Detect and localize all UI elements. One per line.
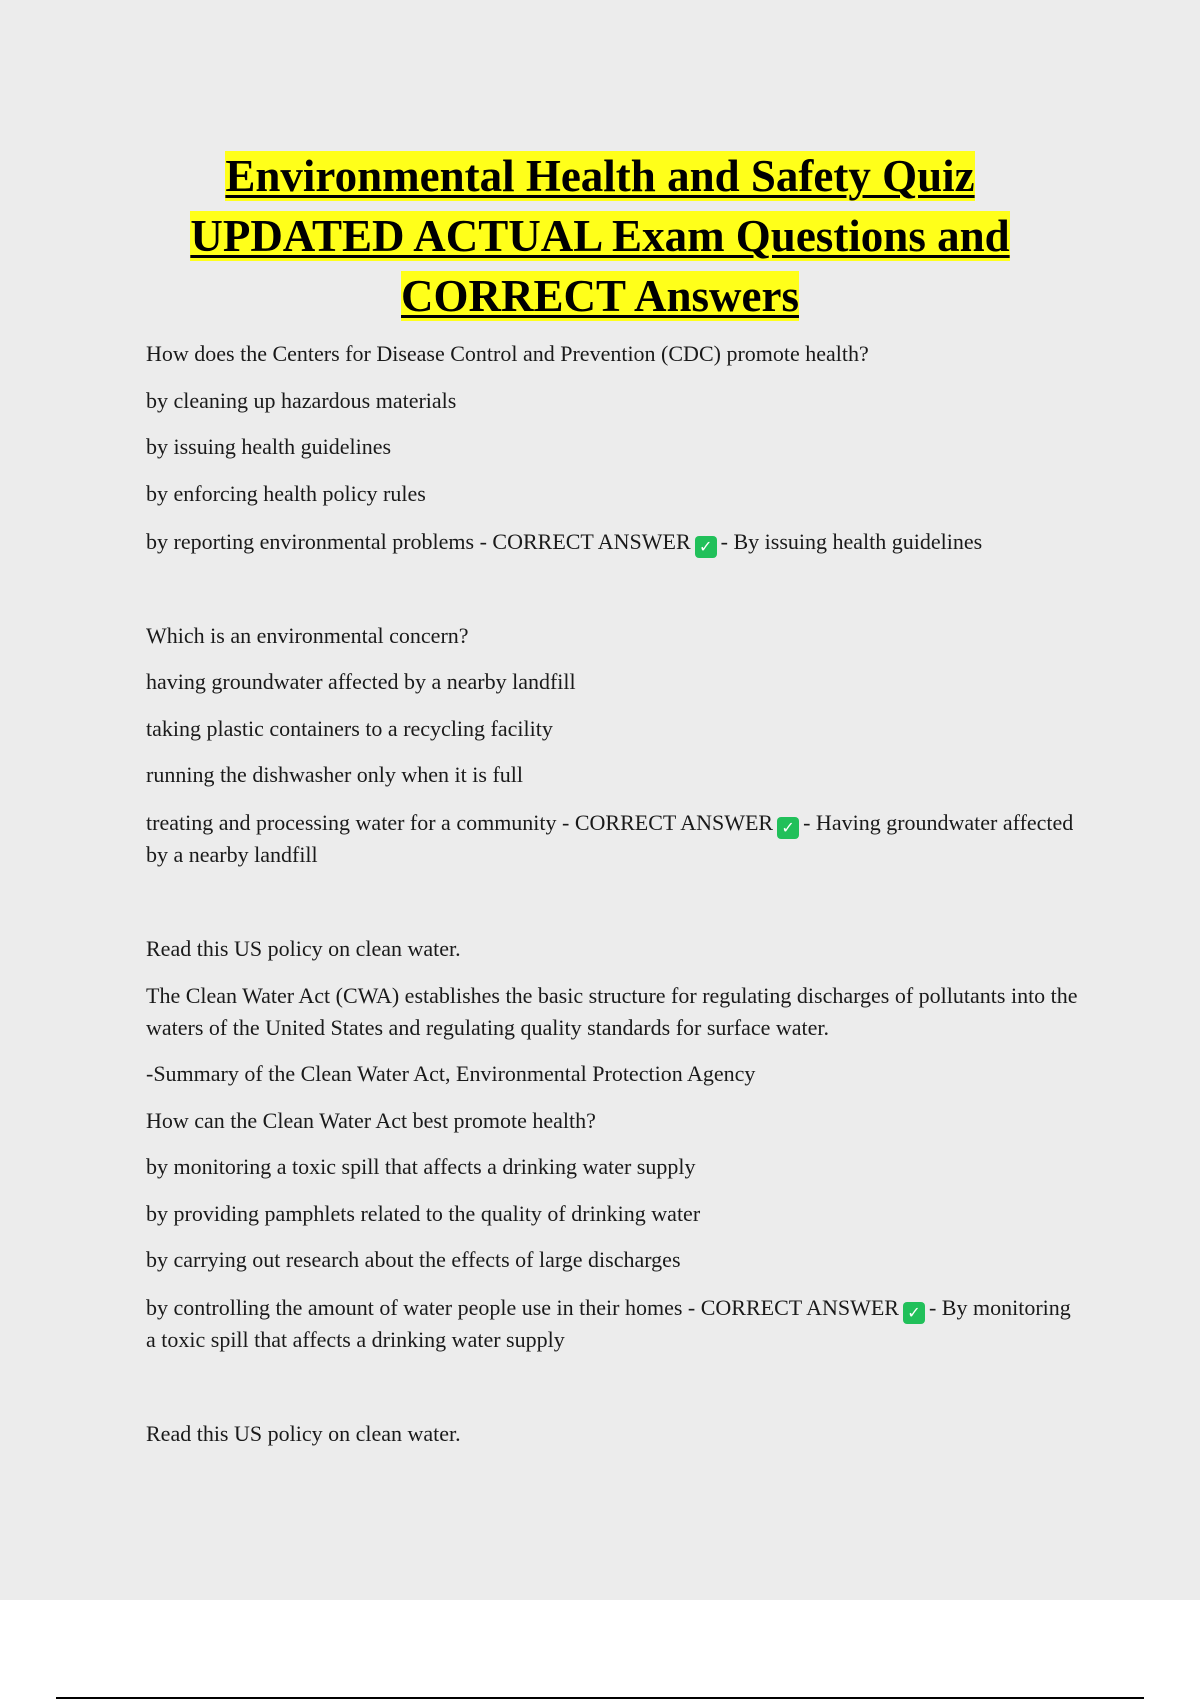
question-3-passage: The Clean Water Act (CWA) establishes the basic structure for regulating discharges of pollutants into the waters of the United States and regulating quality standards for surface water.: [146, 982, 1078, 1040]
question-2-answer: - Having groundwater affected by a nearby landfill: [146, 810, 1074, 867]
question-1-option-c: by enforcing health policy rules: [146, 480, 426, 506]
question-2-option-c: running the dishwasher only when it is full: [146, 762, 524, 787]
question-2-answer-line: [146, 807, 1086, 871]
check-icon: ✓: [903, 1302, 925, 1324]
question-3-option-c: by carrying out research about the effects of large discharges: [146, 1247, 681, 1272]
question-2-text: Which is an environmental concern?: [146, 622, 469, 648]
question-2-option-a: having groundwater affected by a nearby landfill: [146, 669, 576, 694]
question-3-source: -Summary of the Clean Water Act, Environmental Protection Agency: [146, 1061, 756, 1086]
question-3-answer: - By monitoring a toxic spill that affects a drinking water supply: [146, 1295, 1071, 1352]
question-1-option-a: by cleaning up hazardous materials: [146, 387, 457, 413]
question-4-intro: Read this US policy on clean water.: [146, 1421, 461, 1446]
question-3-option-d: by controlling the amount of water people use in their homes - CORRECT ANSWER: [146, 1295, 899, 1320]
question-1-text: How does the Centers for Disease Control and Prevention (CDC) promote health?: [146, 341, 869, 366]
title-line-1: Environmental Health and Safety Quiz: [225, 151, 975, 201]
question-3-intro: Read this US policy on clean water.: [146, 936, 461, 961]
question-1-answer: - By issuing health guidelines: [720, 528, 983, 554]
check-icon: ✓: [777, 817, 799, 839]
question-3-option-a: by monitoring a toxic spill that affects a drinking water supply: [146, 1154, 696, 1179]
question-3-answer-line: [146, 1292, 1086, 1356]
question-1-option-b: by issuing health guidelines: [146, 434, 392, 459]
document-title: [100, 146, 1100, 326]
question-2-option-b: taking plastic containers to a recycling facility: [146, 715, 553, 741]
question-3-option-b: by providing pamphlets related to the quality of drinking water: [146, 1200, 701, 1226]
question-3-text: How can the Clean Water Act best promote health?: [146, 1107, 596, 1133]
document-body: [146, 338, 1086, 1450]
question-1-option-d: by reporting environmental problems - CORRECT ANSWER: [146, 528, 691, 554]
title-line-2: UPDATED ACTUAL Exam Questions and: [190, 211, 1010, 261]
footer-rule: [56, 1697, 1144, 1699]
check-icon: ✓: [695, 536, 717, 558]
question-1-answer-line: [146, 526, 1086, 558]
title-line-3: CORRECT Answers: [401, 271, 799, 321]
question-2-option-d: treating and processing water for a community - CORRECT ANSWER: [146, 810, 774, 835]
